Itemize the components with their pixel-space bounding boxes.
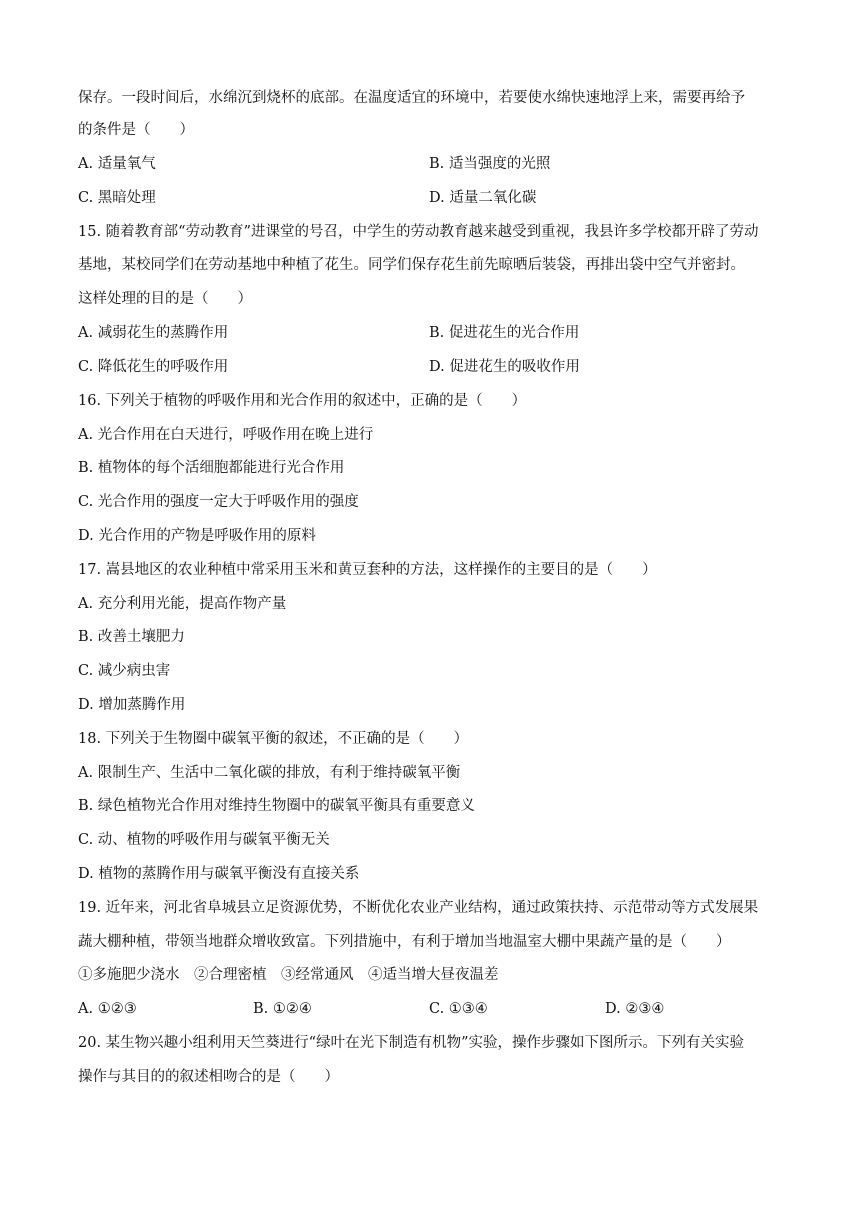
q14-stem-line1: 保存。一段时间后，水绵沉到烧杯的底部。在温度适宜的环境中，若要使水绵快速地浮上来，需要再给予: [78, 90, 745, 106]
q16-option-b: B. 植物体的每个活细胞都能进行光合作用: [78, 460, 345, 476]
q18-option-a: A. 限制生产、生活中二氧化碳的排放，有利于维持碳氧平衡: [78, 765, 461, 781]
q18-option-d: D. 植物的蒸腾作用与碳氧平衡没有直接关系: [78, 866, 360, 882]
q17-option-d: D. 增加蒸腾作用: [78, 697, 186, 713]
q18-option-c: C. 动、植物的呼吸作用与碳氧平衡无关: [78, 832, 330, 848]
q19-stem-line2: 蔬大棚种植，带领当地群众增收致富。下列措施中，有利于增加当地温室大棚中果蔬产量的是（ ）: [78, 934, 731, 950]
q18-stem: 18. 下列关于生物圈中碳氧平衡的叙述，不正确的是（ ）: [78, 731, 469, 747]
q19-stem-line1: 19. 近年来，河北省阜城县立足资源优势，不断优化农业产业结构，通过政策扶持、示范带动等方式发展果: [78, 900, 759, 916]
q17-option-a: A. 充分利用光能，提高作物产量: [78, 596, 287, 612]
q14-stem-line2: 的条件是（ ）: [78, 122, 194, 138]
q16-option-d: D. 光合作用的产物是呼吸作用的原料: [78, 528, 316, 544]
q19-option-d: D. ②③④: [605, 1001, 665, 1017]
q17-option-b: B. 改善土壤肥力: [78, 629, 185, 645]
q15-option-c: C. 降低花生的呼吸作用: [78, 359, 229, 375]
q17-option-c: C. 减少病虫害: [78, 663, 171, 679]
q18-option-b: B. 绿色植物光合作用对维持生物圈中的碳氧平衡具有重要意义: [78, 798, 475, 814]
q14-option-d: D. 适量二氧化碳: [429, 190, 537, 206]
q16-stem: 16. 下列关于植物的呼吸作用和光合作用的叙述中，正确的是（ ）: [78, 393, 527, 409]
q19-option-c: C. ①③④: [429, 1001, 488, 1017]
q16-option-a: A. 光合作用在白天进行，呼吸作用在晚上进行: [78, 427, 374, 443]
q15-option-a: A. 减弱花生的蒸腾作用: [78, 325, 229, 341]
q20-stem-line1: 20. 某生物兴趣小组利用天竺葵进行“绿叶在光下制造有机物”实验，操作步骤如下图所示。下列有关实验: [78, 1035, 744, 1051]
q15-stem-line1: 15. 随着教育部“劳动教育”进课堂的号召，中学生的劳动教育越来越受到重视，我县许多学校都开辟了劳动: [78, 224, 759, 240]
q15-stem-line2: 基地，某校同学们在劳动基地中种植了花生。同学们保存花生前先晾晒后装袋，再排出袋中空气并密封。: [78, 257, 745, 273]
q17-stem: 17. 嵩县地区的农业种植中常采用玉米和黄豆套种的方法，这样操作的主要目的是（ ）: [78, 562, 657, 578]
q19-option-b: B. ①②④: [253, 1001, 312, 1017]
q16-option-c: C. 光合作用的强度一定大于呼吸作用的强度: [78, 494, 359, 510]
q20-stem-line2: 操作与其目的的叙述相吻合的是（ ）: [78, 1069, 339, 1085]
q14-option-c: C. 黑暗处理: [78, 190, 156, 206]
q15-stem-line3: 这样处理的目的是（ ）: [78, 291, 252, 307]
q15-option-d: D. 促进花生的吸收作用: [429, 359, 580, 375]
q15-option-b: B. 促进花生的光合作用: [429, 325, 580, 341]
q19-option-a: A. ①②③: [78, 1001, 137, 1017]
q19-stem-line3: ①多施肥少浇水 ②合理密植 ③经常通风 ④适当增大昼夜温差: [78, 967, 499, 983]
q14-option-b: B. 适当强度的光照: [429, 156, 551, 172]
q14-option-a: A. 适量氧气: [78, 156, 156, 172]
